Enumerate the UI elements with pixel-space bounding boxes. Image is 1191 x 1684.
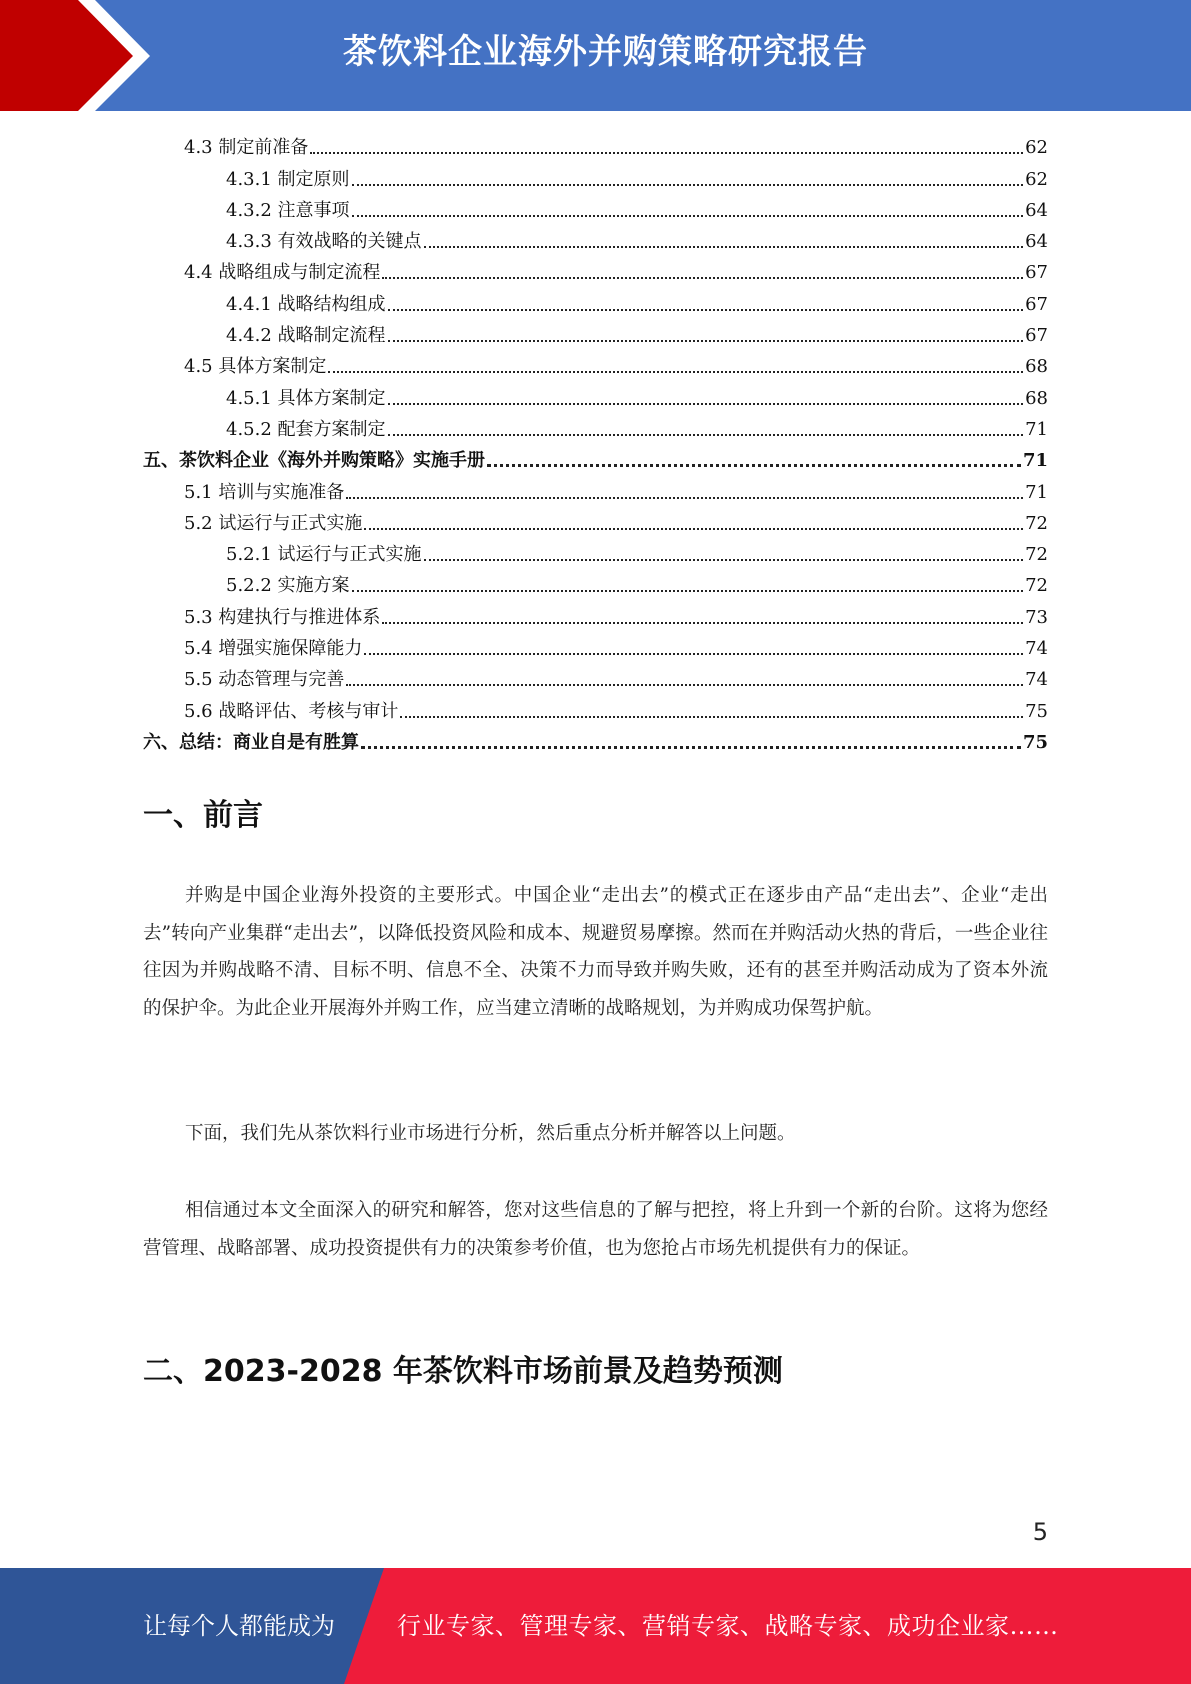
section-heading-preface: 一、前言 xyxy=(143,798,263,833)
toc-entry[interactable] xyxy=(143,505,1048,536)
toc-entry-label: 五、茶饮料企业《海外并购策略》实施手册 xyxy=(143,450,485,472)
toc-dot-leader xyxy=(388,434,1024,436)
preface-paragraph-1: 并购是中国企业海外投资的主要形式。中国企业“走出去”的模式正在逐步由产品“走出去”、企业“走出去”转向产业集群“走出去”，以降低投资风险和成本、规避贸易摩擦。然而在并购活动火热的背后，一些企业往往因为并购战略不清、目标不明、信息不全、决策不力而导致并购失败，还有的甚至并购活动成为了资本外流的保护伞。为此企业开展海外并购工作，应当建立清晰的战略规划，为并购成功保驾护航。 xyxy=(143,885,1048,1019)
preface-paragraph-2: 下面，我们先从茶饮料行业市场进行分析，然后重点分析并解答以上问题。 xyxy=(185,1123,796,1144)
toc-entry[interactable] xyxy=(143,536,1048,567)
toc-entry[interactable] xyxy=(143,598,1048,629)
toc-entry-page: 62 xyxy=(1025,137,1048,159)
toc-entry[interactable] xyxy=(143,317,1048,348)
toc-entry-page: 67 xyxy=(1025,262,1048,284)
toc-entry-page: 72 xyxy=(1025,512,1048,534)
toc-dot-leader xyxy=(424,246,1024,248)
toc-dot-leader xyxy=(310,152,1023,154)
toc-dot-leader xyxy=(352,184,1024,186)
toc-entry[interactable] xyxy=(143,692,1048,723)
toc-dot-leader xyxy=(328,371,1023,373)
toc-entry[interactable] xyxy=(143,379,1048,410)
toc-entry-page: 71 xyxy=(1025,481,1048,503)
toc-dot-leader xyxy=(346,684,1023,686)
header-title: 茶饮料企业海外并购策略研究报告 xyxy=(343,32,868,72)
toc-entry[interactable] xyxy=(143,160,1048,191)
toc-entry-page: 64 xyxy=(1025,231,1048,253)
toc-entry-page: 71 xyxy=(1025,418,1048,440)
toc-entry[interactable] xyxy=(143,348,1048,379)
toc-dot-leader xyxy=(424,559,1024,561)
toc-entry[interactable] xyxy=(143,724,1048,755)
toc-entry-page: 67 xyxy=(1025,325,1048,347)
preface-paragraph-3: 相信通过本文全面深入的研究和解答，您对这些信息的了解与把控，将上升到一个新的台阶。这将为您经营管理、战略部署、成功投资提供有力的决策参考价值，也为您抢占市场先机提供有力的保证。 xyxy=(143,1200,1048,1259)
toc-entry-page: 62 xyxy=(1025,168,1048,190)
toc-entry-page: 67 xyxy=(1025,293,1048,315)
toc-entry[interactable] xyxy=(143,254,1048,285)
toc-dot-leader xyxy=(352,215,1024,217)
toc-entry[interactable] xyxy=(143,223,1048,254)
toc-entry-label: 4.5 具体方案制定 xyxy=(184,356,327,378)
toc-dot-leader xyxy=(352,590,1024,592)
toc-entry-page: 68 xyxy=(1025,387,1048,409)
toc-entry-page: 68 xyxy=(1025,356,1048,378)
toc-entry-label: 4.4.1 战略结构组成 xyxy=(226,293,386,315)
toc-entry-page: 75 xyxy=(1025,700,1048,722)
toc-entry-label: 4.3.2 注意事项 xyxy=(226,199,350,221)
toc-entry-page: 71 xyxy=(1022,450,1048,472)
toc-entry-page: 74 xyxy=(1025,638,1048,660)
page-number: 5 xyxy=(1032,1518,1048,1546)
page-footer xyxy=(0,1568,1191,1684)
table-of-contents xyxy=(143,129,1048,755)
toc-dot-leader xyxy=(364,528,1023,530)
toc-dot-leader xyxy=(487,464,1021,467)
toc-entry-label: 4.5.2 配套方案制定 xyxy=(226,418,386,440)
section-heading-market-forecast: 二、2023-2028 年茶饮料市场前景及趋势预测 xyxy=(143,1354,783,1389)
toc-dot-leader xyxy=(382,277,1023,279)
toc-entry-label: 5.4 增强实施保障能力 xyxy=(184,638,363,660)
toc-dot-leader xyxy=(388,403,1024,405)
toc-entry-label: 5.2.2 实施方案 xyxy=(226,575,350,597)
toc-dot-leader xyxy=(382,622,1023,624)
toc-entry-page: 74 xyxy=(1025,669,1048,691)
toc-dot-leader xyxy=(388,309,1024,311)
toc-dot-leader xyxy=(361,746,1021,749)
toc-entry-label: 5.5 动态管理与完善 xyxy=(184,669,345,691)
toc-entry[interactable] xyxy=(143,473,1048,504)
toc-entry-label: 4.3.3 有效战略的关键点 xyxy=(226,231,422,253)
page-header xyxy=(0,0,1191,111)
toc-entry[interactable] xyxy=(143,192,1048,223)
toc-entry-label: 六、总结：商业自是有胜算 xyxy=(143,731,359,753)
toc-entry-label: 5.3 构建执行与推进体系 xyxy=(184,606,381,628)
toc-entry-label: 4.3.1 制定原则 xyxy=(226,168,350,190)
toc-entry-label: 5.6 战略评估、考核与审计 xyxy=(184,700,399,722)
toc-entry-page: 73 xyxy=(1025,606,1048,628)
toc-entry-label: 4.4 战略组成与制定流程 xyxy=(184,262,381,284)
toc-entry-page: 72 xyxy=(1025,575,1048,597)
toc-entry-label: 4.3 制定前准备 xyxy=(184,137,309,159)
toc-dot-leader xyxy=(364,653,1023,655)
toc-entry-label: 4.4.2 战略制定流程 xyxy=(226,325,386,347)
toc-entry-label: 5.1 培训与实施准备 xyxy=(184,481,345,503)
toc-dot-leader xyxy=(388,340,1024,342)
toc-entry-page: 72 xyxy=(1025,544,1048,566)
toc-entry-page: 64 xyxy=(1025,199,1048,221)
toc-entry[interactable] xyxy=(143,661,1048,692)
toc-entry[interactable] xyxy=(143,129,1048,160)
toc-entry[interactable] xyxy=(143,442,1048,473)
toc-entry-page: 75 xyxy=(1022,731,1048,753)
toc-entry[interactable] xyxy=(143,411,1048,442)
toc-entry[interactable] xyxy=(143,567,1048,598)
toc-entry-label: 5.2.1 试运行与正式实施 xyxy=(226,544,422,566)
footer-slogan-right: 行业专家、管理专家、营销专家、战略专家、成功企业家…… xyxy=(397,1612,1059,1640)
toc-entry-label: 5.2 试运行与正式实施 xyxy=(184,512,363,534)
toc-entry[interactable] xyxy=(143,285,1048,316)
toc-entry-label: 4.5.1 具体方案制定 xyxy=(226,387,386,409)
toc-dot-leader xyxy=(400,716,1023,718)
toc-dot-leader xyxy=(346,497,1023,499)
toc-entry[interactable] xyxy=(143,630,1048,661)
footer-slogan-left: 让每个人都能成为 xyxy=(143,1612,335,1640)
